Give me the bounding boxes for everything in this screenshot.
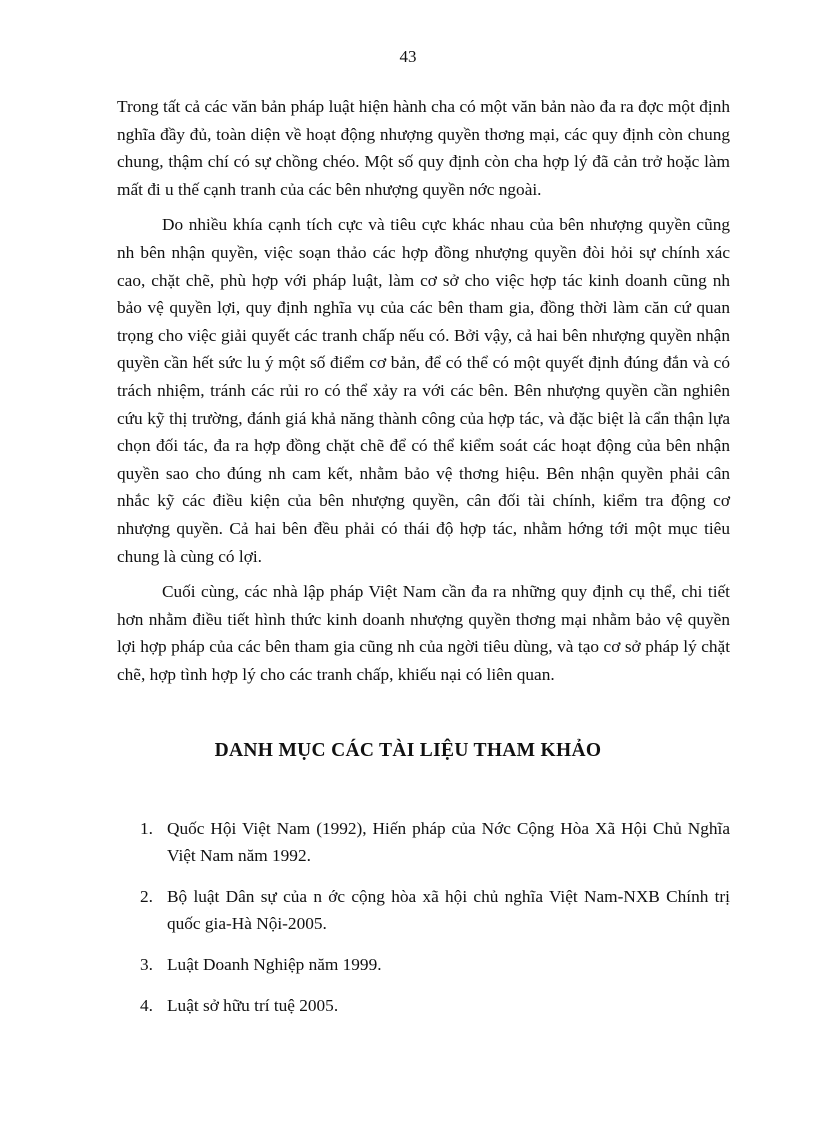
references-heading: DANH MỤC CÁC TÀI LIỆU THAM KHẢO <box>214 740 602 761</box>
reference-text: Quốc Hội Việt Nam (1992), Hiến pháp của Nớc Cộng Hòa Xã Hội Chủ Nghĩa Việt Nam năm 1992. <box>167 819 730 865</box>
reference-item <box>140 815 730 869</box>
reference-text: Bộ luật Dân sự của n ớc cộng hòa xã hội chủ nghĩa Việt Nam-NXB Chính trị quốc gia-Hà Nội-2005. <box>167 887 730 933</box>
reference-number: 3. <box>140 955 153 974</box>
reference-item <box>140 992 730 1019</box>
references-list <box>140 815 730 1033</box>
reference-text: Luật sở hữu trí tuệ 2005. <box>167 996 339 1015</box>
body-text <box>117 93 730 696</box>
paragraph-1: Trong tất cả các văn bản pháp luật hiện hành cha có một văn bản nào đa ra đợc một định nghĩa đầy đủ, toàn diện về hoạt động nhượng quyền thơng mại, các quy định còn chung chung, thậm chí có sự chồng chéo. Một số quy định còn cha hợp lý đã cản trở hoặc làm mất đi u thế cạnh tranh của các bên nhượng quyền nớc ngoài. <box>117 97 730 199</box>
reference-number: 1. <box>140 819 153 838</box>
paragraph-2: Do nhiều khía cạnh tích cực và tiêu cực khác nhau của bên nhượng quyền cũng nh bên nhận quyền, việc soạn thảo các hợp đồng nhượng quyền đòi hỏi sự chính xác cao, chặt chẽ, phù hợp với pháp luật, làm cơ sở cho việc hợp tác kinh doanh cũng nh bảo vệ quyền lợi, quy định nghĩa vụ của các bên tham gia, đồng thời làm căn cứ quan trọng cho việc giải quyết các tranh chấp nếu có. Bởi vậy, cả hai bên nhượng quyền nhận quyền cần hết sức lu ý một số điểm cơ bản, để có thể có một quyết định đúng đắn và có trách nhiệm, tránh các rủi ro có thể xảy ra với các bên. Bên nhượng quyền cần nghiên cứu kỹ thị trường, đánh giá khả năng thành công của hợp tác, và đặc biệt là cẩn thận lựa chọn đối tác, đa ra hợp đồng chặt chẽ để có thể kiểm soát các hoạt động của bên nhận quyền sao cho đúng nh cam kết, nhằm bảo vệ thơng hiệu. Bên nhận quyền phải cân nhắc kỹ các điều kiện của bên nhượng quyền, cân đối tài chính, kiểm tra động cơ nhượng quyền. Cả hai bên đều phải có thái độ hợp tác, nhằm hớng tới một mục tiêu chung là cùng có lợi. <box>117 215 730 566</box>
page-number: 43 <box>399 47 417 66</box>
paragraph-3: Cuối cùng, các nhà lập pháp Việt Nam cần đa ra những quy định cụ thể, chi tiết hơn nhằm điều tiết hình thức kinh doanh nhượng quyền thơng mại nhằm bảo vệ quyền lợi hợp pháp của các bên tham gia cũng nh của ngời tiêu dùng, và tạo cơ sở pháp lý chặt chẽ, hợp tình hợp lý cho các tranh chấp, khiếu nại có liên quan. <box>117 582 730 684</box>
reference-item <box>140 951 730 978</box>
reference-number: 2. <box>140 887 153 906</box>
reference-number: 4. <box>140 996 153 1015</box>
reference-item <box>140 883 730 937</box>
reference-text: Luật Doanh Nghiệp năm 1999. <box>167 955 382 974</box>
